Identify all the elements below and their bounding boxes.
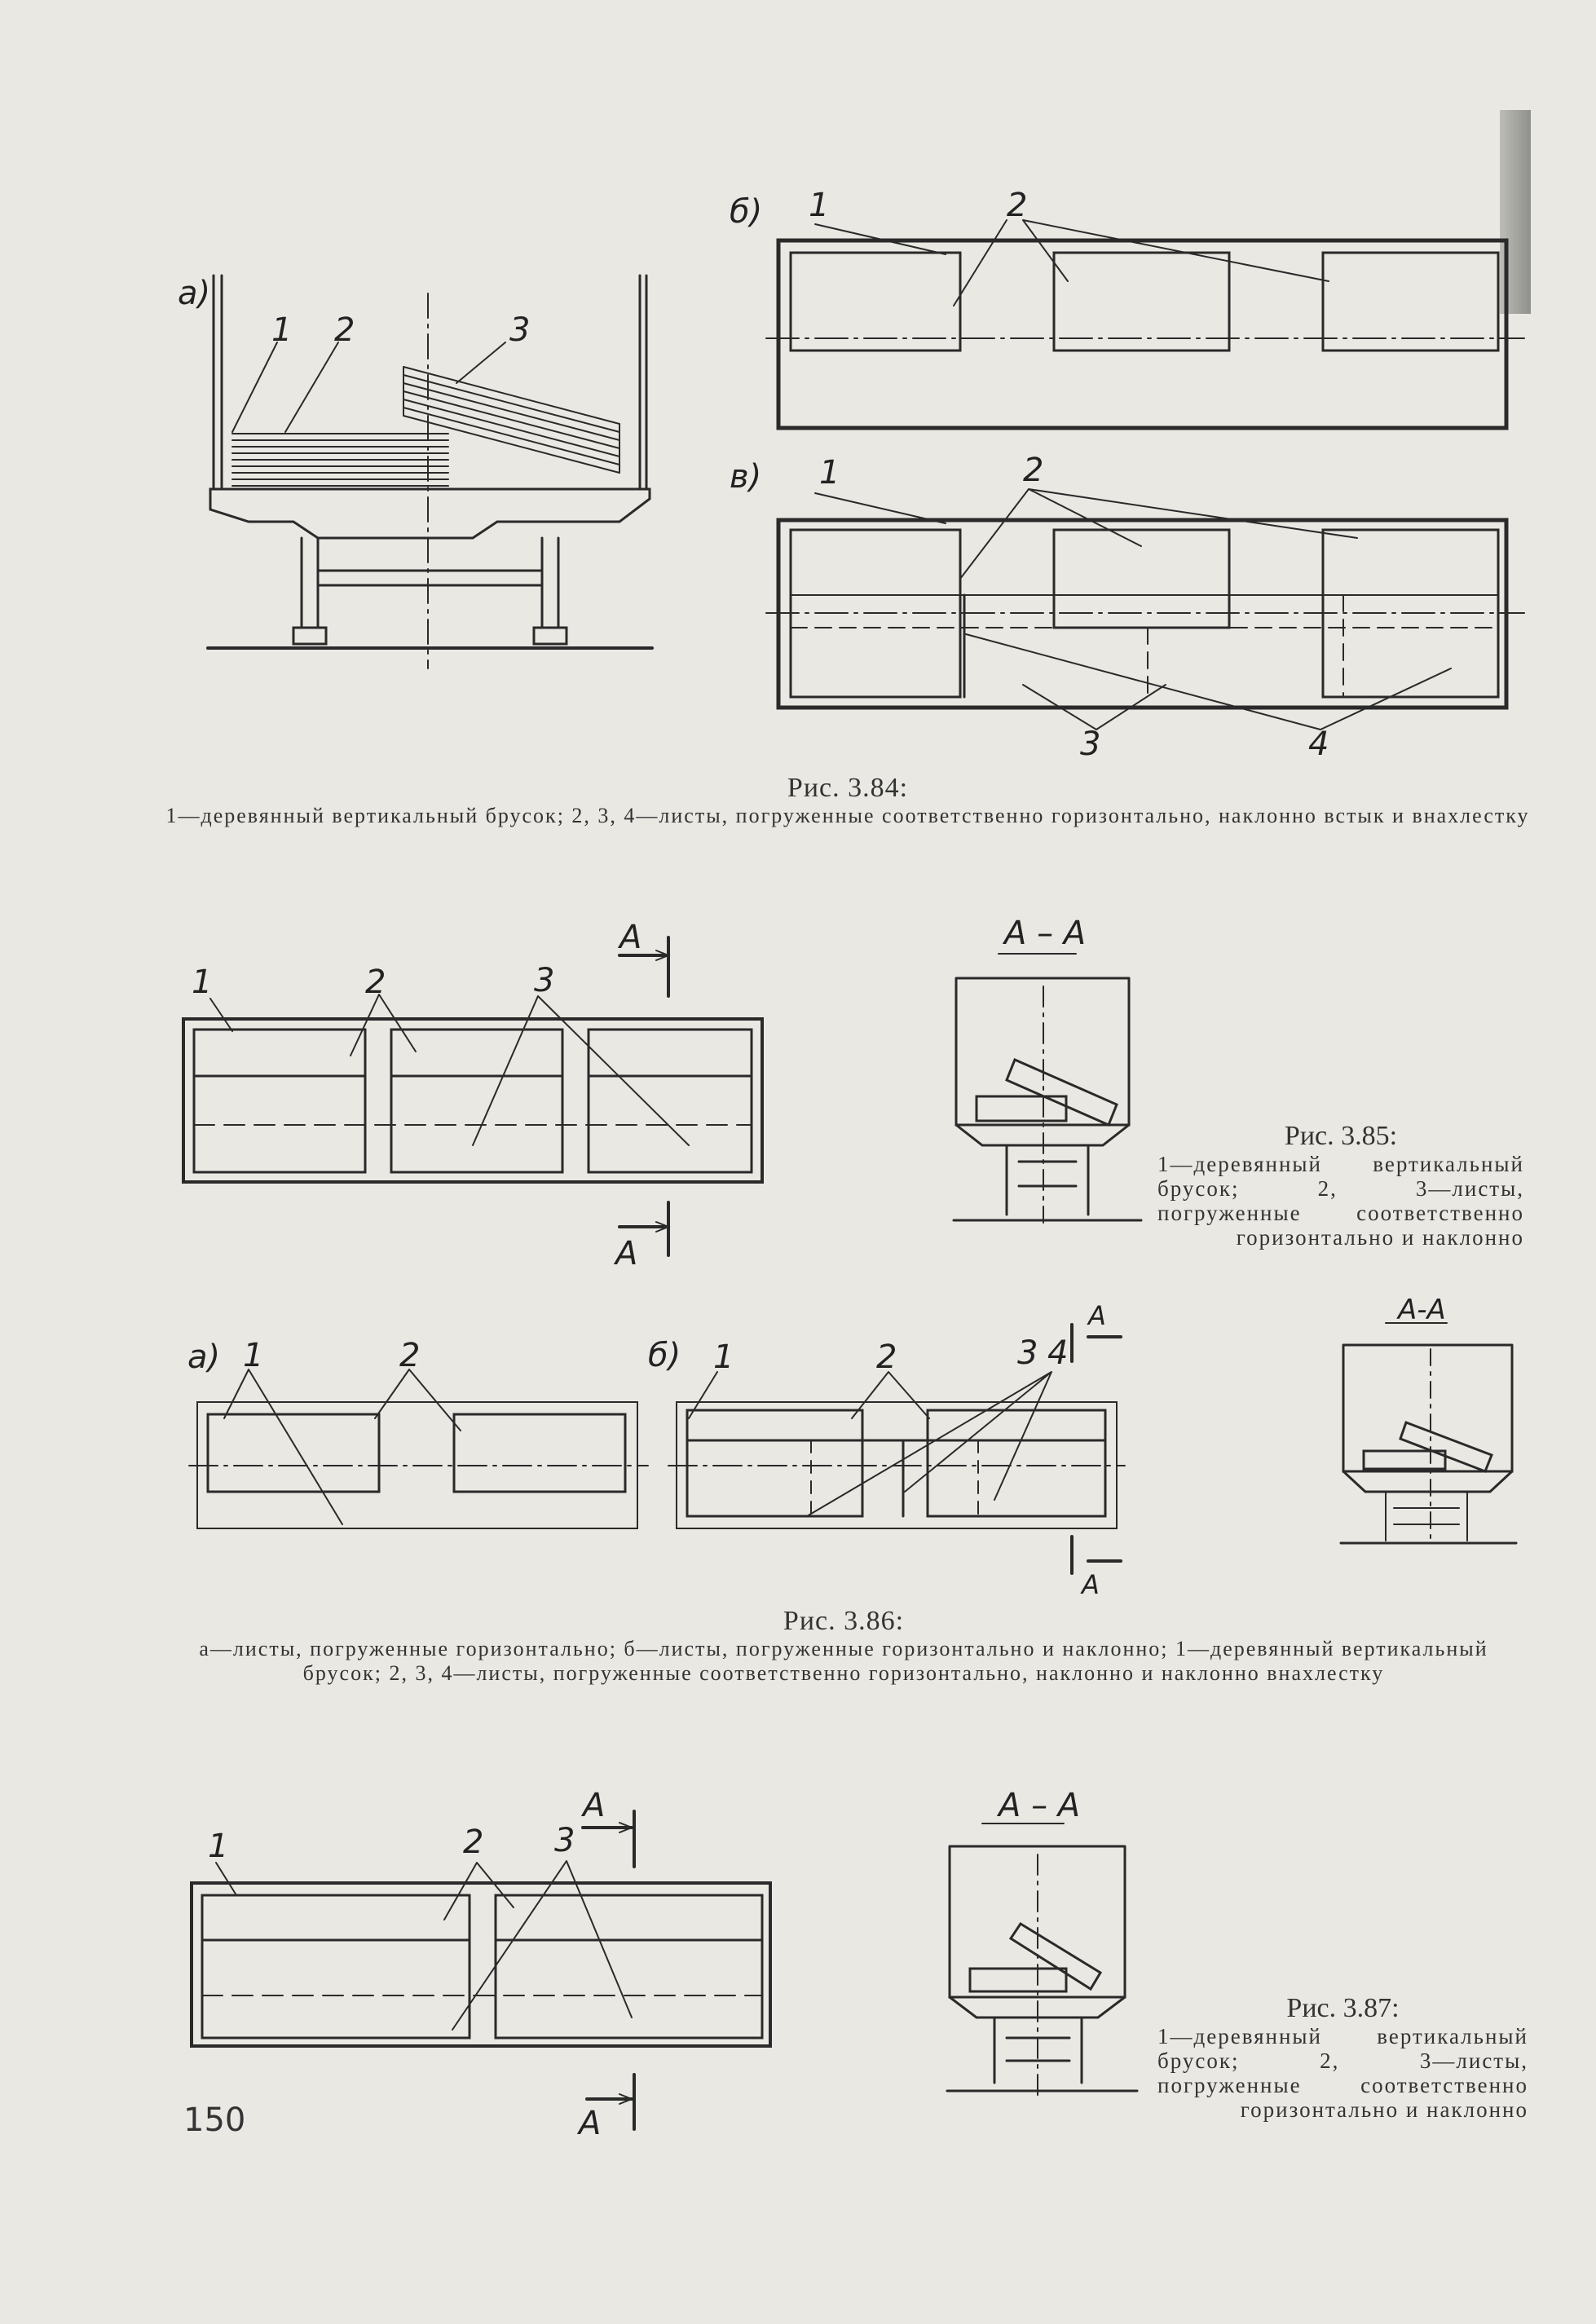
fig-3-84a-label-1: 1	[271, 311, 293, 349]
fig-3-87-label-3: 3	[554, 1822, 575, 1859]
fig-3-85-caption	[1157, 1121, 1524, 1250]
fig-3-85-section-mark-top: А	[619, 919, 642, 956]
fig-3-85-section-title: А – А	[1004, 915, 1087, 952]
fig-3-84a-label-2: 2	[334, 311, 355, 349]
fig-3-87-section-mark-top: А	[583, 1787, 606, 1824]
fig-3-87-section-drawing	[947, 1823, 1137, 2095]
fig-3-84-sub-v-label: в)	[730, 458, 762, 496]
fig-3-84v-label-3: 3	[1080, 725, 1101, 763]
fig-3-87-section-title: А – А	[999, 1787, 1081, 1824]
fig-3-87-label-2: 2	[463, 1823, 484, 1861]
fig-3-86-description: а—листы, погруженные горизонтально; б—листы, погруженные горизонтально и наклонно; 1—деревянный вертикальный брусок; 2, 3, 4—листы, погруженные соответственно горизонтально, наклонно и наклонно внахлестку	[199, 1637, 1488, 1685]
fig-3-85-label-3: 3	[534, 962, 555, 999]
fig-3-86b-label-4: 4	[1047, 1334, 1069, 1372]
fig-3-84b-label-1: 1	[809, 187, 830, 224]
fig-3-84b-plan-drawing	[766, 220, 1524, 428]
fig-3-86a-drawing	[189, 1369, 648, 1528]
fig-3-86-section-drawing	[1341, 1323, 1516, 1545]
fig-3-85-label-2: 2	[365, 964, 386, 1001]
fig-3-87-label-1: 1	[208, 1828, 229, 1865]
fig-3-85-section-drawing	[954, 954, 1141, 1223]
fig-3-87-title: Рис. 3.87:	[1286, 1993, 1400, 2023]
fig-3-84v-plan-drawing	[766, 489, 1524, 730]
fig-3-86-section-title: А-А	[1398, 1294, 1446, 1326]
fig-3-85-description: 1—деревянный вертикальный брусок; 2, 3—листы, погруженные соответственно горизонтально и наклонно	[1157, 1152, 1524, 1250]
fig-3-86-sub-b-label: б)	[648, 1337, 681, 1374]
fig-3-84-title: Рис. 3.84:	[787, 773, 909, 803]
fig-3-87-section-mark-bottom: А	[579, 2105, 602, 2142]
fig-3-84v-label-2: 2	[1023, 452, 1044, 489]
fig-3-86b-label-1: 1	[713, 1338, 734, 1376]
fig-3-85-plan-drawing	[183, 937, 762, 1255]
page-number: 150	[183, 2101, 246, 2139]
fig-3-84a-label-3: 3	[509, 311, 531, 349]
fig-3-87-description: 1—деревянный вертикальный брусок; 2, 3—листы, погруженные соответственно горизонтально и наклонно	[1157, 2024, 1528, 2122]
fig-3-85-label-1: 1	[192, 964, 213, 1001]
fig-3-84b-label-2: 2	[1007, 187, 1028, 224]
fig-3-87-caption	[1157, 1993, 1528, 2122]
fig-3-86a-label-2: 2	[399, 1337, 421, 1374]
fig-3-86-sub-a-label: а)	[187, 1338, 221, 1376]
fig-3-86-title: Рис. 3.86:	[783, 1606, 905, 1636]
fig-3-86-section-mark-bottom: А	[1082, 1569, 1100, 1600]
fig-3-85-section-mark-bottom: А	[615, 1235, 638, 1272]
fig-3-86a-label-1: 1	[243, 1337, 264, 1374]
fig-3-85-title: Рис. 3.85:	[1284, 1121, 1398, 1151]
fig-3-86-caption	[163, 1606, 1524, 1686]
fig-3-86-section-mark-top: А	[1088, 1300, 1106, 1331]
fig-3-86b-label-2: 2	[876, 1338, 897, 1376]
fig-3-84v-label-1: 1	[819, 454, 840, 492]
fig-3-84-caption	[163, 773, 1532, 828]
fig-3-86b-label-3: 3	[1017, 1334, 1038, 1372]
fig-3-84-sub-a-label: а)	[178, 275, 211, 312]
fig-3-84v-label-4: 4	[1308, 725, 1329, 763]
fig-3-84-sub-b-label: б)	[730, 193, 763, 231]
fig-3-84-description: 1—деревянный вертикальный брусок; 2, 3, 4—листы, погруженные соответственно горизонтально, наклонно встык и внахлестку	[165, 804, 1530, 827]
